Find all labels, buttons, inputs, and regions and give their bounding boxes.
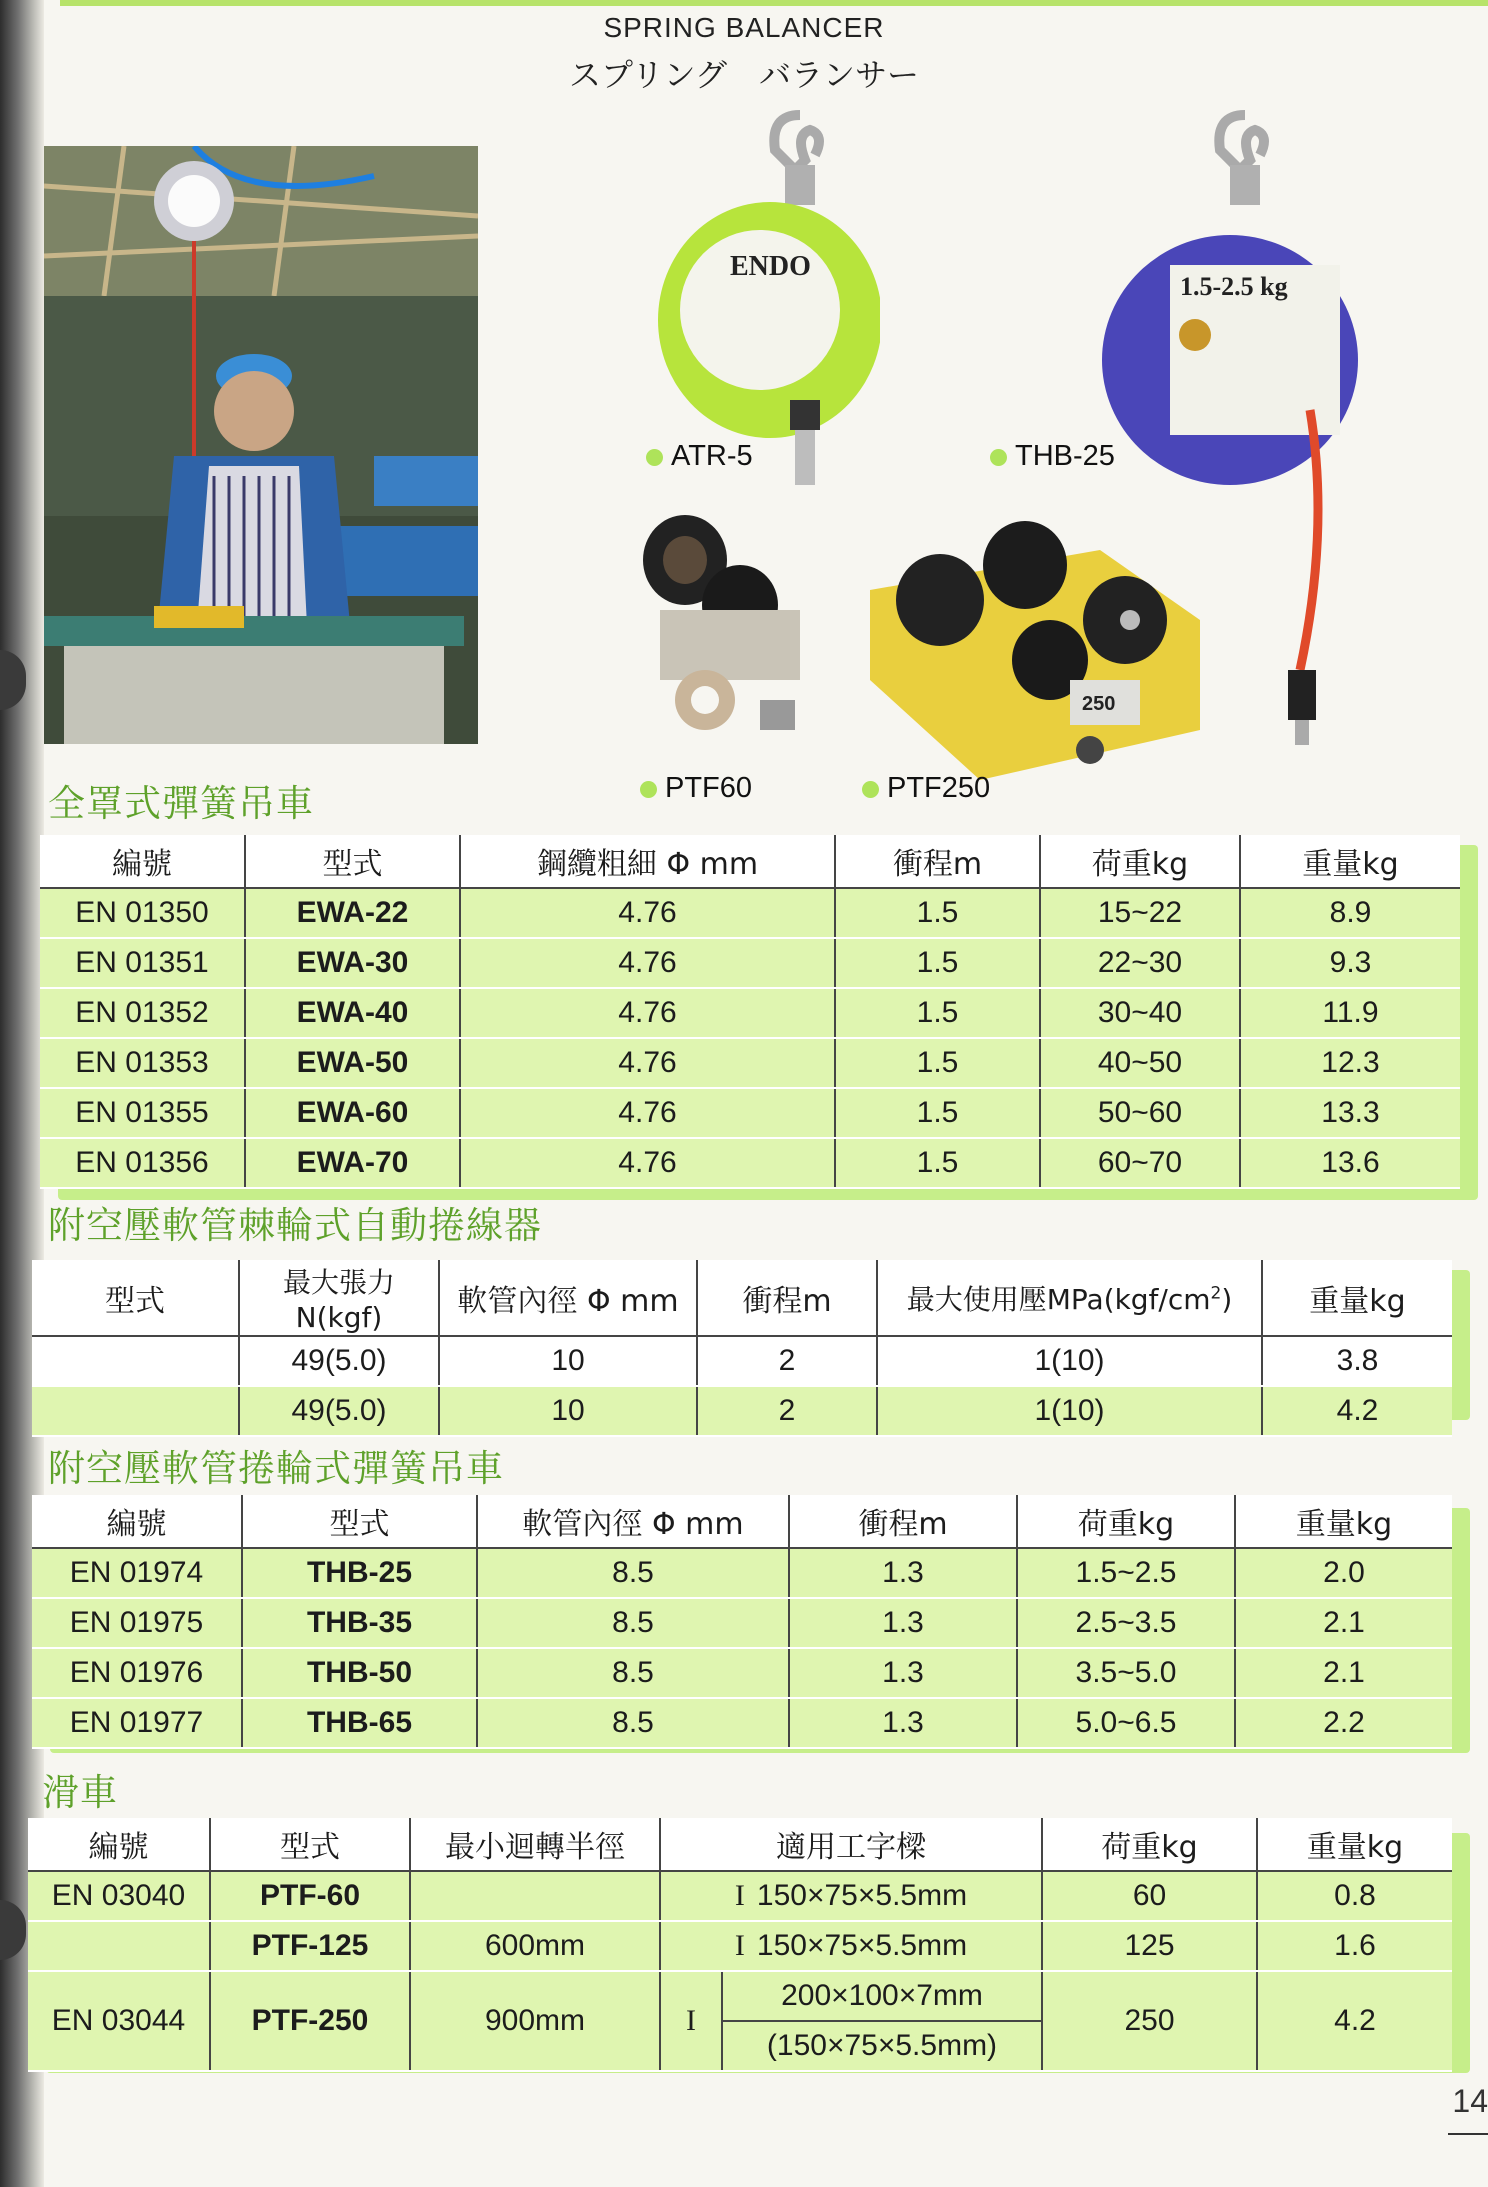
model-cell: PTF-60 (210, 1871, 410, 1921)
col-header: 重量kg (1240, 835, 1460, 888)
table-hose-reel-balancer (32, 1495, 1452, 1749)
hose-cell: 10 (439, 1386, 697, 1436)
i-beam-icon: I (734, 1879, 745, 1912)
radius-cell: 600mm (410, 1921, 660, 1971)
code-cell: EN 01356 (40, 1138, 245, 1188)
col-header: 荷重kg (1042, 1818, 1257, 1871)
weight-cell: 4.2 (1257, 1971, 1452, 2071)
model-cell (32, 1386, 239, 1436)
weight-cell: 9.3 (1240, 938, 1460, 988)
col-header: 重量kg (1257, 1818, 1452, 1871)
weight-cell: 4.2 (1262, 1386, 1452, 1436)
col-header: 軟管內徑 Φ mm (439, 1260, 697, 1336)
bullet-dot-icon (990, 449, 1007, 466)
col-header: 型式 (210, 1818, 410, 1871)
load-cell: 125 (1042, 1921, 1257, 1971)
model-cell: EWA-60 (245, 1088, 460, 1138)
stroke-cell: 1.5 (835, 888, 1040, 938)
table-row (40, 988, 1460, 1038)
col-header: 編號 (40, 835, 245, 888)
load-cell: 22~30 (1040, 938, 1240, 988)
model-cell: THB-50 (242, 1648, 477, 1698)
table-row (32, 1598, 1452, 1648)
stroke-cell: 1.5 (835, 1088, 1040, 1138)
capacity-label: 1.5-2.5 kg (1180, 272, 1288, 301)
code-cell: EN 01974 (32, 1548, 242, 1598)
load-cell: 5.0~6.5 (1017, 1698, 1235, 1748)
col-header: 荷重kg (1017, 1495, 1235, 1548)
section-title-full-cover-balancer: 全罩式彈簧吊車 (48, 782, 314, 825)
product-image-ptf250 (870, 510, 1200, 795)
brand-label: ENDO (730, 251, 811, 282)
load-cell: 50~60 (1040, 1088, 1240, 1138)
weight-cell: 2.1 (1235, 1598, 1452, 1648)
load-cell: 40~50 (1040, 1038, 1240, 1088)
cable-cell: 4.76 (460, 1038, 835, 1088)
code-cell: EN 01976 (32, 1648, 242, 1698)
weight-cell: 8.9 (1240, 888, 1460, 938)
tension-cell: 49(5.0) (239, 1336, 439, 1386)
load-cell: 250 (1042, 1971, 1257, 2071)
load-cell: 2.5~3.5 (1017, 1598, 1235, 1648)
code-cell: EN 01350 (40, 888, 245, 938)
code-cell: EN 01977 (32, 1698, 242, 1748)
weight-cell: 1.6 (1257, 1921, 1452, 1971)
weight-cell: 12.3 (1240, 1038, 1460, 1088)
model-cell: THB-35 (242, 1598, 477, 1648)
weight-cell: 0.8 (1257, 1871, 1452, 1921)
radius-cell: 900mm (410, 1971, 660, 2071)
cable-cell: 4.76 (460, 938, 835, 988)
table-row (32, 1548, 1452, 1598)
beam-cell: 200×100×7mm (722, 1971, 1042, 2021)
stroke-cell: 1.3 (789, 1548, 1017, 1598)
code-cell (28, 1921, 210, 1971)
stroke-cell: 2 (697, 1386, 877, 1436)
table-ratchet-reel (32, 1260, 1452, 1437)
bullet-dot-icon (862, 781, 879, 798)
model-cell: THB-65 (242, 1698, 477, 1748)
col-header: 編號 (32, 1495, 242, 1548)
stroke-cell: 1.5 (835, 1038, 1040, 1088)
col-header: 型式 (245, 835, 460, 888)
stroke-cell: 1.3 (789, 1698, 1017, 1748)
table-row (28, 1921, 1452, 1971)
col-header: 鋼纜粗細 Φ mm (460, 835, 835, 888)
stroke-cell: 2 (697, 1336, 877, 1386)
table-row (32, 1336, 1452, 1386)
bullet-dot-icon (646, 449, 663, 466)
code-cell: EN 01351 (40, 938, 245, 988)
table-row (40, 1088, 1460, 1138)
model-cell: PTF-125 (210, 1921, 410, 1971)
col-header: 衝程m (835, 835, 1040, 888)
cable-cell: 4.76 (460, 888, 835, 938)
pressure-cell: 1(10) (877, 1386, 1262, 1436)
col-header: 適用工字樑 (660, 1818, 1042, 1871)
table-row (40, 888, 1460, 938)
title-jp: スプリング バランサー (568, 56, 920, 94)
cable-cell: 4.76 (460, 1138, 835, 1188)
col-header-pressure: 最大使用壓$MPa(kgf/cm^2)$ (877, 1260, 1262, 1336)
model-cell: EWA-40 (245, 988, 460, 1038)
table-header-row (40, 835, 1460, 888)
stroke-cell: 1.5 (835, 988, 1040, 1038)
table-full-cover-balancer (40, 835, 1460, 1189)
hose-cell: 8.5 (477, 1698, 789, 1748)
table-row (40, 1138, 1460, 1188)
load-cell: 1.5~2.5 (1017, 1548, 1235, 1598)
code-cell: EN 03044 (28, 1971, 210, 2071)
product-image-ptf60 (630, 510, 810, 765)
model-cell: PTF-250 (210, 1971, 410, 2071)
col-header: 型式 (32, 1260, 239, 1336)
col-header: 荷重kg (1040, 835, 1240, 888)
col-header: 型式 (242, 1495, 477, 1548)
col-header: 編號 (28, 1818, 210, 1871)
weight-cell: 13.3 (1240, 1088, 1460, 1138)
table-row (32, 1386, 1452, 1436)
load-cell: 60 (1042, 1871, 1257, 1921)
weight-cell: 2.1 (1235, 1648, 1452, 1698)
caption-atr5: ATR-5 (646, 440, 753, 473)
code-cell: EN 01355 (40, 1088, 245, 1138)
table-row (40, 1038, 1460, 1088)
table-row (32, 1698, 1452, 1748)
code-cell: EN 01353 (40, 1038, 245, 1088)
radius-cell (410, 1871, 660, 1921)
table-header-row (32, 1495, 1452, 1548)
stroke-cell: 1.3 (789, 1598, 1017, 1648)
section-title-ratchet-reel: 附空壓軟管棘輪式自動捲線器 (48, 1204, 542, 1247)
title-en: SPRING BALANCER (603, 12, 885, 43)
model-cell (32, 1336, 239, 1386)
section-title-trolley: 滑車 (42, 1771, 118, 1814)
col-header: 最大張力N(kgf) (239, 1260, 439, 1336)
table-row (40, 938, 1460, 988)
code-cell: EN 01975 (32, 1598, 242, 1648)
tension-cell: 49(5.0) (239, 1386, 439, 1436)
i-beam-icon: I (660, 1971, 722, 2071)
col-header: 衝程m (697, 1260, 877, 1336)
cable-cell: 4.76 (460, 1088, 835, 1138)
weight-cell: 3.8 (1262, 1336, 1452, 1386)
col-header: 軟管內徑 Φ mm (477, 1495, 789, 1548)
model-cell: THB-25 (242, 1548, 477, 1598)
beam-cell-alt: (150×75×5.5mm) (722, 2021, 1042, 2071)
table-header-row (28, 1818, 1452, 1871)
bullet-dot-icon (640, 781, 657, 798)
weight-cell: 13.6 (1240, 1138, 1460, 1188)
hose-cell: 10 (439, 1336, 697, 1386)
i-beam-icon: I (734, 1929, 745, 1962)
code-cell: EN 01352 (40, 988, 245, 1038)
hose-cell: 8.5 (477, 1648, 789, 1698)
caption-ptf60: PTF60 (640, 772, 752, 805)
hose-cell: 8.5 (477, 1548, 789, 1598)
table-header-row (32, 1260, 1452, 1336)
stroke-cell: 1.3 (789, 1648, 1017, 1698)
caption-thb25: THB-25 (990, 440, 1115, 473)
top-accent-bar (60, 0, 1488, 6)
load-plate-label: 250 (1082, 693, 1116, 715)
col-header: 衝程m (789, 1495, 1017, 1548)
model-cell: EWA-70 (245, 1138, 460, 1188)
col-header: 最小迴轉半徑 (410, 1818, 660, 1871)
load-cell: 60~70 (1040, 1138, 1240, 1188)
load-cell: 30~40 (1040, 988, 1240, 1038)
beam-cell: I 150×75×5.5mm (660, 1921, 1042, 1971)
table-row (28, 1871, 1452, 1921)
table-row (32, 1648, 1452, 1698)
col-header: 重量kg (1262, 1260, 1452, 1336)
page-number: 14 (1448, 2083, 1488, 2135)
code-cell: EN 03040 (28, 1871, 210, 1921)
factory-photo (44, 146, 478, 744)
pressure-cell: 1(10) (877, 1336, 1262, 1386)
hose-cell: 8.5 (477, 1598, 789, 1648)
stroke-cell: 1.5 (835, 938, 1040, 988)
weight-cell: 11.9 (1240, 988, 1460, 1038)
section-title-hose-reel-balancer: 附空壓軟管捲輪式彈簧吊車 (48, 1447, 504, 1490)
table-trolley (28, 1818, 1452, 2072)
weight-cell: 2.0 (1235, 1548, 1452, 1598)
caption-ptf250: PTF250 (862, 772, 990, 805)
model-cell: EWA-50 (245, 1038, 460, 1088)
weight-cell: 2.2 (1235, 1698, 1452, 1748)
beam-cell: I 150×75×5.5mm (660, 1871, 1042, 1921)
load-cell: 15~22 (1040, 888, 1240, 938)
model-cell: EWA-30 (245, 938, 460, 988)
cable-cell: 4.76 (460, 988, 835, 1038)
stroke-cell: 1.5 (835, 1138, 1040, 1188)
col-header: 重量kg (1235, 1495, 1452, 1548)
product-image-atr5 (650, 110, 880, 495)
table-row (28, 1971, 1452, 2021)
model-cell: EWA-22 (245, 888, 460, 938)
load-cell: 3.5~5.0 (1017, 1648, 1235, 1698)
